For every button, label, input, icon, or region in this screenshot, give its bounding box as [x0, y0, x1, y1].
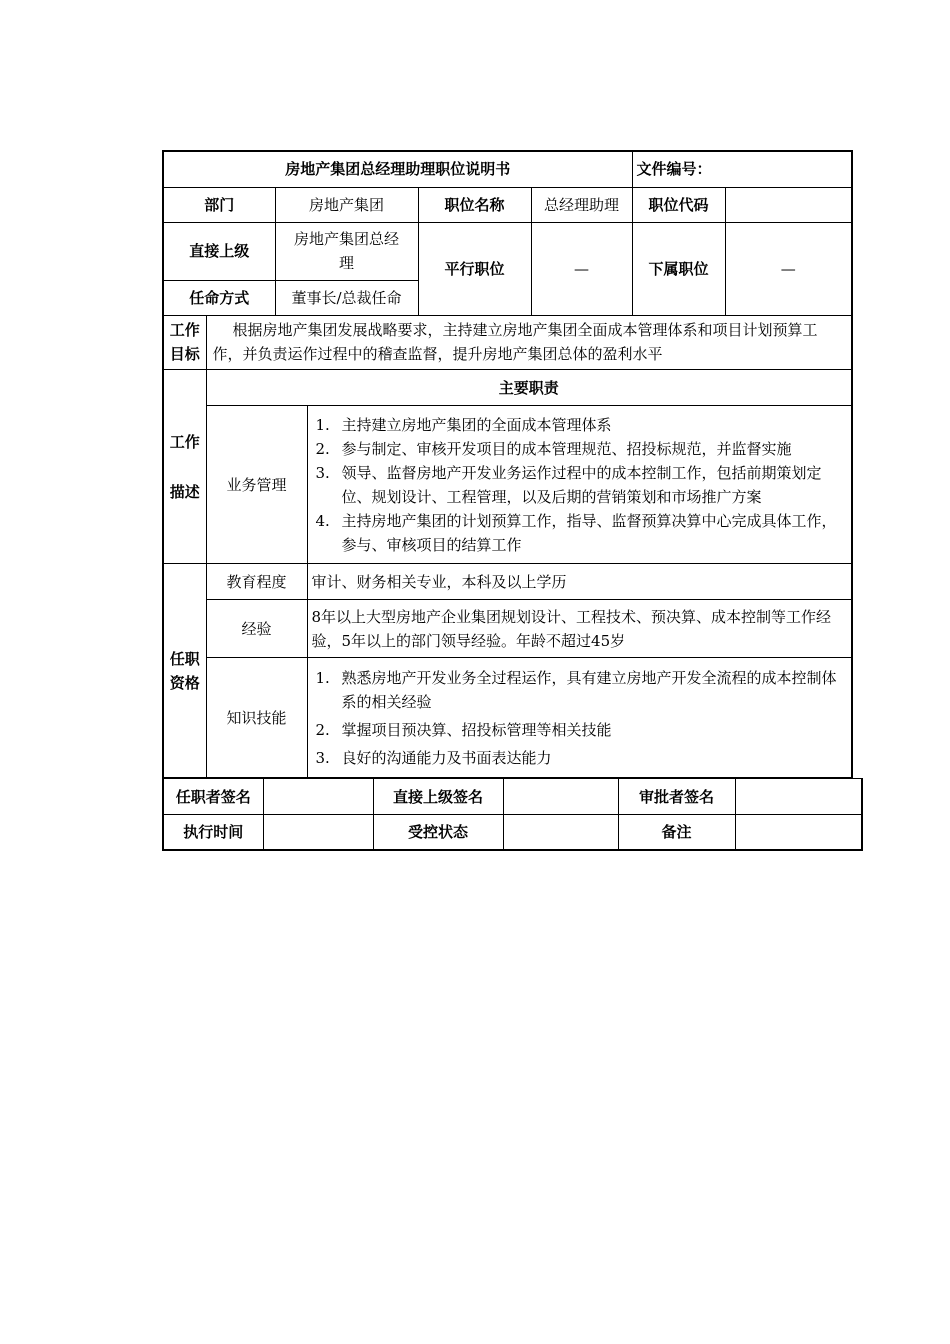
control-status-label: 受控状态: [373, 815, 503, 850]
skills-list: [310, 666, 850, 770]
skills-label: 知识技能: [206, 658, 307, 778]
detail-table: [162, 316, 853, 779]
dept-label: 部门: [163, 187, 275, 222]
duties-header: 主要职责: [206, 370, 852, 406]
superior-value: 房地产集团总经理: [275, 222, 418, 280]
list-item: 2. 掌握项目预决算、招投标管理等相关技能: [315, 720, 612, 739]
list-item: 2. 参与制定、审核开发项目的成本管理规范、招投标规范，并监督实施: [315, 439, 792, 458]
peer-label: 平行职位: [418, 222, 531, 315]
signature-table: [162, 778, 863, 851]
control-status-field[interactable]: [503, 815, 618, 850]
appoint-value: 董事长/总裁任命: [275, 280, 418, 315]
peer-value: —: [531, 222, 632, 315]
experience-label: 经验: [206, 600, 307, 658]
superior-sign-label: 直接上级签名: [373, 779, 503, 815]
code-value: [725, 187, 852, 222]
file-number-label: 文件编号：: [632, 151, 852, 187]
subordinate-label: 下属职位: [632, 222, 725, 315]
subordinate-value: —: [725, 222, 852, 315]
position-value: 总经理助理: [531, 187, 632, 222]
code-label: 职位代码: [632, 187, 725, 222]
list-item: 1. 主持建立房地产集团的全面成本管理体系: [315, 415, 612, 434]
skills-list-cell: [307, 658, 852, 778]
exec-time-field[interactable]: [263, 815, 373, 850]
duties-list-cell: [307, 406, 852, 564]
duties-list: [310, 413, 850, 557]
superior-label: 直接上级: [163, 222, 275, 280]
goal-text: 根据房地产集团发展战略要求，主持建立房地产集团全面成本管理体系和项目计划预算工作，并负责运作过程中的稽查监督，提升房地产集团总体的盈利水平: [206, 316, 852, 370]
document-title: 房地产集团总经理助理职位说明书: [163, 151, 632, 187]
basic-info-table: [162, 150, 853, 316]
approver-sign-label: 审批者签名: [618, 779, 735, 815]
experience-value: 8年以上大型房地产企业集团规划设计、工程技术、预决算、成本控制等工作经验，5年以上的部门领导经验。年龄不超过45岁: [307, 600, 852, 658]
duties-category: 业务管理: [206, 406, 307, 564]
exec-time-label: 执行时间: [163, 815, 263, 850]
education-value: 审计、财务相关专业，本科及以上学历: [307, 564, 852, 600]
approver-sign-field[interactable]: [735, 779, 862, 815]
duties-label: 工作 描述: [163, 370, 206, 564]
remark-label: 备注: [618, 815, 735, 850]
qualification-label: 任职 资格: [163, 564, 206, 778]
goal-label: 工作 目标: [163, 316, 206, 370]
list-item: 1. 熟悉房地产开发业务全过程运作，具有建立房地产开发全流程的成本控制体系的相关经验: [315, 668, 837, 711]
holder-sign-field[interactable]: [263, 779, 373, 815]
job-description-document: [162, 150, 851, 851]
appoint-label: 任命方式: [163, 280, 275, 315]
position-label: 职位名称: [418, 187, 531, 222]
holder-sign-label: 任职者签名: [163, 779, 263, 815]
education-label: 教育程度: [206, 564, 307, 600]
list-item: 4. 主持房地产集团的计划预算工作，指导、监督预算决算中心完成具体工作，参与、审核项目的结算工作: [315, 511, 837, 554]
list-item: 3. 领导、监督房地产开发业务运作过程中的成本控制工作，包括前期策划定位、规划设计、工程管理，以及后期的营销策划和市场推广方案: [315, 463, 822, 506]
superior-sign-field[interactable]: [503, 779, 618, 815]
list-item: 3. 良好的沟通能力及书面表达能力: [315, 748, 552, 767]
dept-value: 房地产集团: [275, 187, 418, 222]
remark-field[interactable]: [735, 815, 862, 850]
